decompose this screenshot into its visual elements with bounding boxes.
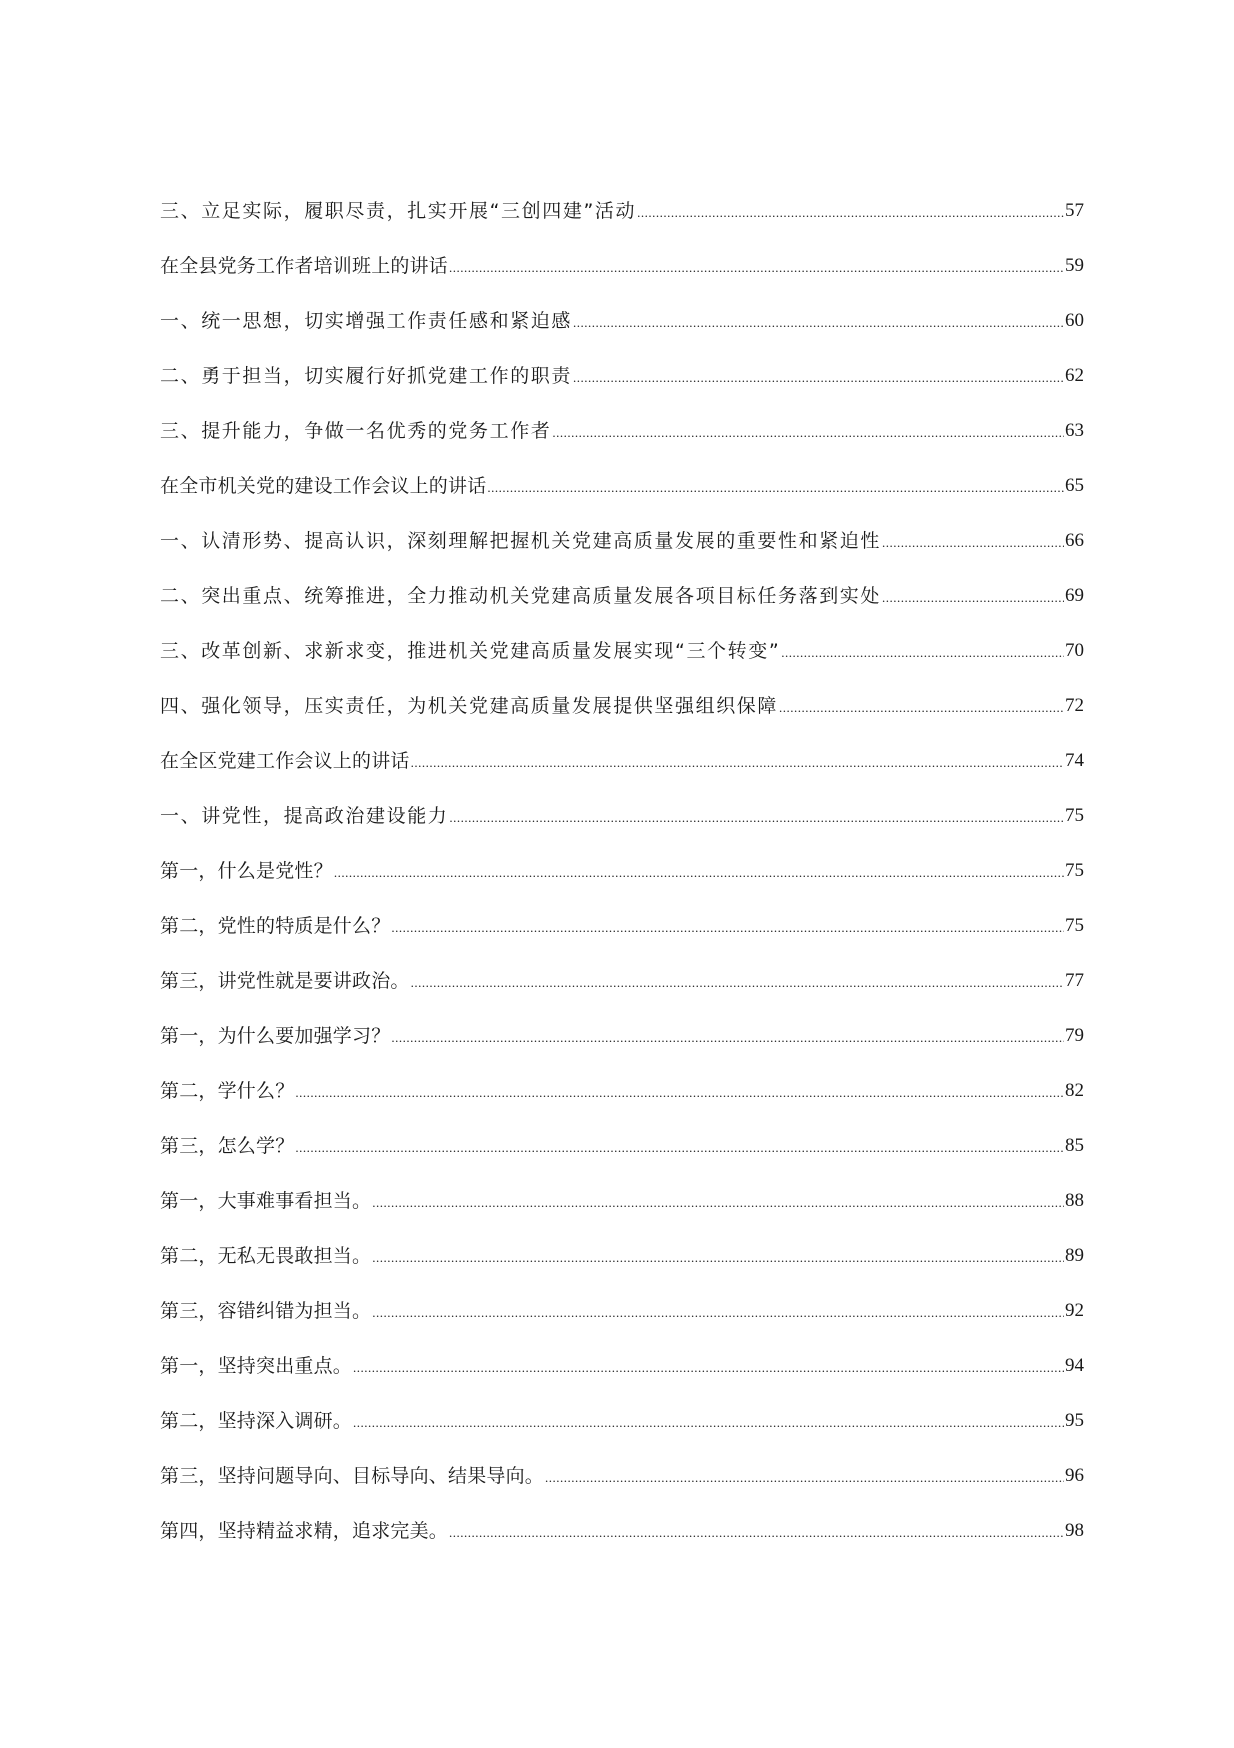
toc-dot-leader — [449, 1518, 1064, 1546]
toc-dot-leader — [552, 418, 1064, 446]
toc-entry-title: 第三，怎么学？ — [160, 1135, 295, 1157]
toc-page-number: 59 — [1065, 255, 1084, 276]
toc-dot-leader — [487, 473, 1064, 501]
toc-entry-title: 第三，坚持问题导向、目标导向、结果导向。 — [160, 1465, 545, 1487]
toc-entry-title: 在全区党建工作会议上的讲话 — [160, 750, 410, 772]
toc-page-number: 70 — [1065, 640, 1084, 661]
toc-dot-leader — [882, 583, 1064, 611]
toc-page-number: 94 — [1065, 1355, 1084, 1376]
toc-entry[interactable] — [160, 1463, 1084, 1518]
toc-page-number: 66 — [1065, 530, 1084, 551]
toc-page-number: 69 — [1065, 585, 1084, 606]
toc-page-number: 79 — [1065, 1025, 1084, 1046]
toc-dot-leader — [372, 1298, 1064, 1326]
toc-entry[interactable] — [160, 1023, 1084, 1078]
toc-entry[interactable] — [160, 473, 1084, 528]
toc-dot-leader — [391, 1023, 1064, 1051]
toc-dot-leader — [295, 1078, 1064, 1106]
toc-entry-title: 第一，坚持突出重点。 — [160, 1355, 353, 1377]
toc-entry[interactable] — [160, 1243, 1084, 1298]
toc-dot-leader — [353, 1353, 1064, 1381]
toc-dot-leader — [372, 1188, 1064, 1216]
toc-page-number: 95 — [1065, 1410, 1084, 1431]
toc-entry[interactable] — [160, 583, 1084, 638]
toc-entry-title: 第三，容错纠错为担当。 — [160, 1300, 372, 1322]
toc-entry[interactable] — [160, 1188, 1084, 1243]
toc-dot-leader — [637, 198, 1064, 226]
toc-entry-title: 第二，无私无畏敢担当。 — [160, 1245, 372, 1267]
toc-page-number: 96 — [1065, 1465, 1084, 1486]
toc-page-number: 77 — [1065, 970, 1084, 991]
toc-page-number: 62 — [1065, 365, 1084, 386]
toc-entry[interactable] — [160, 528, 1084, 583]
toc-entry-title: 一、统一思想，切实增强工作责任感和紧迫感 — [160, 310, 573, 332]
toc-entry-title: 三、提升能力，争做一名优秀的党务工作者 — [160, 420, 552, 442]
toc-dot-leader — [295, 1133, 1064, 1161]
toc-dot-leader — [779, 693, 1064, 721]
toc-dot-leader — [391, 913, 1064, 941]
toc-page-number: 57 — [1065, 200, 1084, 221]
toc-entry-title: 三、改革创新、求新求变，推进机关党建高质量发展实现“三个转变” — [160, 640, 781, 662]
toc-page-number: 63 — [1065, 420, 1084, 441]
toc-entry-title: 第三，讲党性就是要讲政治。 — [160, 970, 410, 992]
toc-entry[interactable] — [160, 363, 1084, 418]
toc-entry-title: 第一，什么是党性？ — [160, 860, 333, 882]
toc-entry-title: 第二，学什么？ — [160, 1080, 295, 1102]
toc-entry-title: 第一，大事难事看担当。 — [160, 1190, 372, 1212]
toc-entry-title: 三、立足实际，履职尽责，扎实开展“三创四建”活动 — [160, 200, 637, 222]
toc-entry[interactable] — [160, 253, 1084, 308]
toc-entry[interactable] — [160, 418, 1084, 473]
toc-page-number: 74 — [1065, 750, 1084, 771]
toc-entry[interactable] — [160, 748, 1084, 803]
toc-dot-leader — [334, 858, 1064, 886]
toc-entry-title: 二、勇于担当，切实履行好抓党建工作的职责 — [160, 365, 573, 387]
toc-entry[interactable] — [160, 913, 1084, 968]
toc-entry[interactable] — [160, 858, 1084, 913]
toc-page-number: 88 — [1065, 1190, 1084, 1211]
toc-entry-title: 四、强化领导，压实责任，为机关党建高质量发展提供坚强组织保障 — [160, 695, 779, 717]
toc-page-number: 92 — [1065, 1300, 1084, 1321]
toc-dot-leader — [353, 1408, 1064, 1436]
toc-dot-leader — [411, 968, 1064, 996]
toc-entry[interactable] — [160, 693, 1084, 748]
toc-dot-leader — [882, 528, 1064, 556]
toc-entry[interactable] — [160, 198, 1084, 253]
toc-page-number: 75 — [1065, 915, 1084, 936]
toc-page-number: 72 — [1065, 695, 1084, 716]
toc-dot-leader — [449, 253, 1064, 281]
toc-page-number: 65 — [1065, 475, 1084, 496]
toc-dot-leader — [545, 1463, 1064, 1491]
toc-page-number: 75 — [1065, 805, 1084, 826]
toc-entry[interactable] — [160, 638, 1084, 693]
toc-entry[interactable] — [160, 968, 1084, 1023]
toc-page-number: 75 — [1065, 860, 1084, 881]
toc-entry-title: 一、认清形势、提高认识，深刻理解把握机关党建高质量发展的重要性和紧迫性 — [160, 530, 882, 552]
toc-entry[interactable] — [160, 1518, 1084, 1573]
toc-page-number: 89 — [1065, 1245, 1084, 1266]
toc-dot-leader — [781, 638, 1064, 666]
toc-entry-title: 在全市机关党的建设工作会议上的讲话 — [160, 475, 487, 497]
toc-page-number: 82 — [1065, 1080, 1084, 1101]
toc-entry-title: 二、突出重点、统筹推进，全力推动机关党建高质量发展各项目标任务落到实处 — [160, 585, 882, 607]
toc-entry[interactable] — [160, 1353, 1084, 1408]
toc-page-number: 60 — [1065, 310, 1084, 331]
toc-entry[interactable] — [160, 803, 1084, 858]
toc-entry[interactable] — [160, 1298, 1084, 1353]
toc-page-number: 98 — [1065, 1520, 1084, 1541]
toc-page-number: 85 — [1065, 1135, 1084, 1156]
toc-entry-title: 第二，坚持深入调研。 — [160, 1410, 353, 1432]
toc-dot-leader — [372, 1243, 1064, 1271]
toc-dot-leader — [573, 363, 1064, 391]
toc-entry[interactable] — [160, 1133, 1084, 1188]
toc-dot-leader — [411, 748, 1064, 776]
toc-entry[interactable] — [160, 308, 1084, 363]
table-of-contents — [160, 198, 1084, 1573]
toc-entry-title: 一、讲党性，提高政治建设能力 — [160, 805, 449, 827]
toc-dot-leader — [573, 308, 1064, 336]
toc-entry-title: 第二，党性的特质是什么？ — [160, 915, 391, 937]
toc-entry-title: 第四，坚持精益求精，追求完美。 — [160, 1520, 449, 1542]
toc-entry-title: 在全县党务工作者培训班上的讲话 — [160, 255, 449, 277]
toc-entry[interactable] — [160, 1078, 1084, 1133]
toc-entry[interactable] — [160, 1408, 1084, 1463]
toc-dot-leader — [449, 803, 1064, 831]
toc-entry-title: 第一，为什么要加强学习？ — [160, 1025, 391, 1047]
